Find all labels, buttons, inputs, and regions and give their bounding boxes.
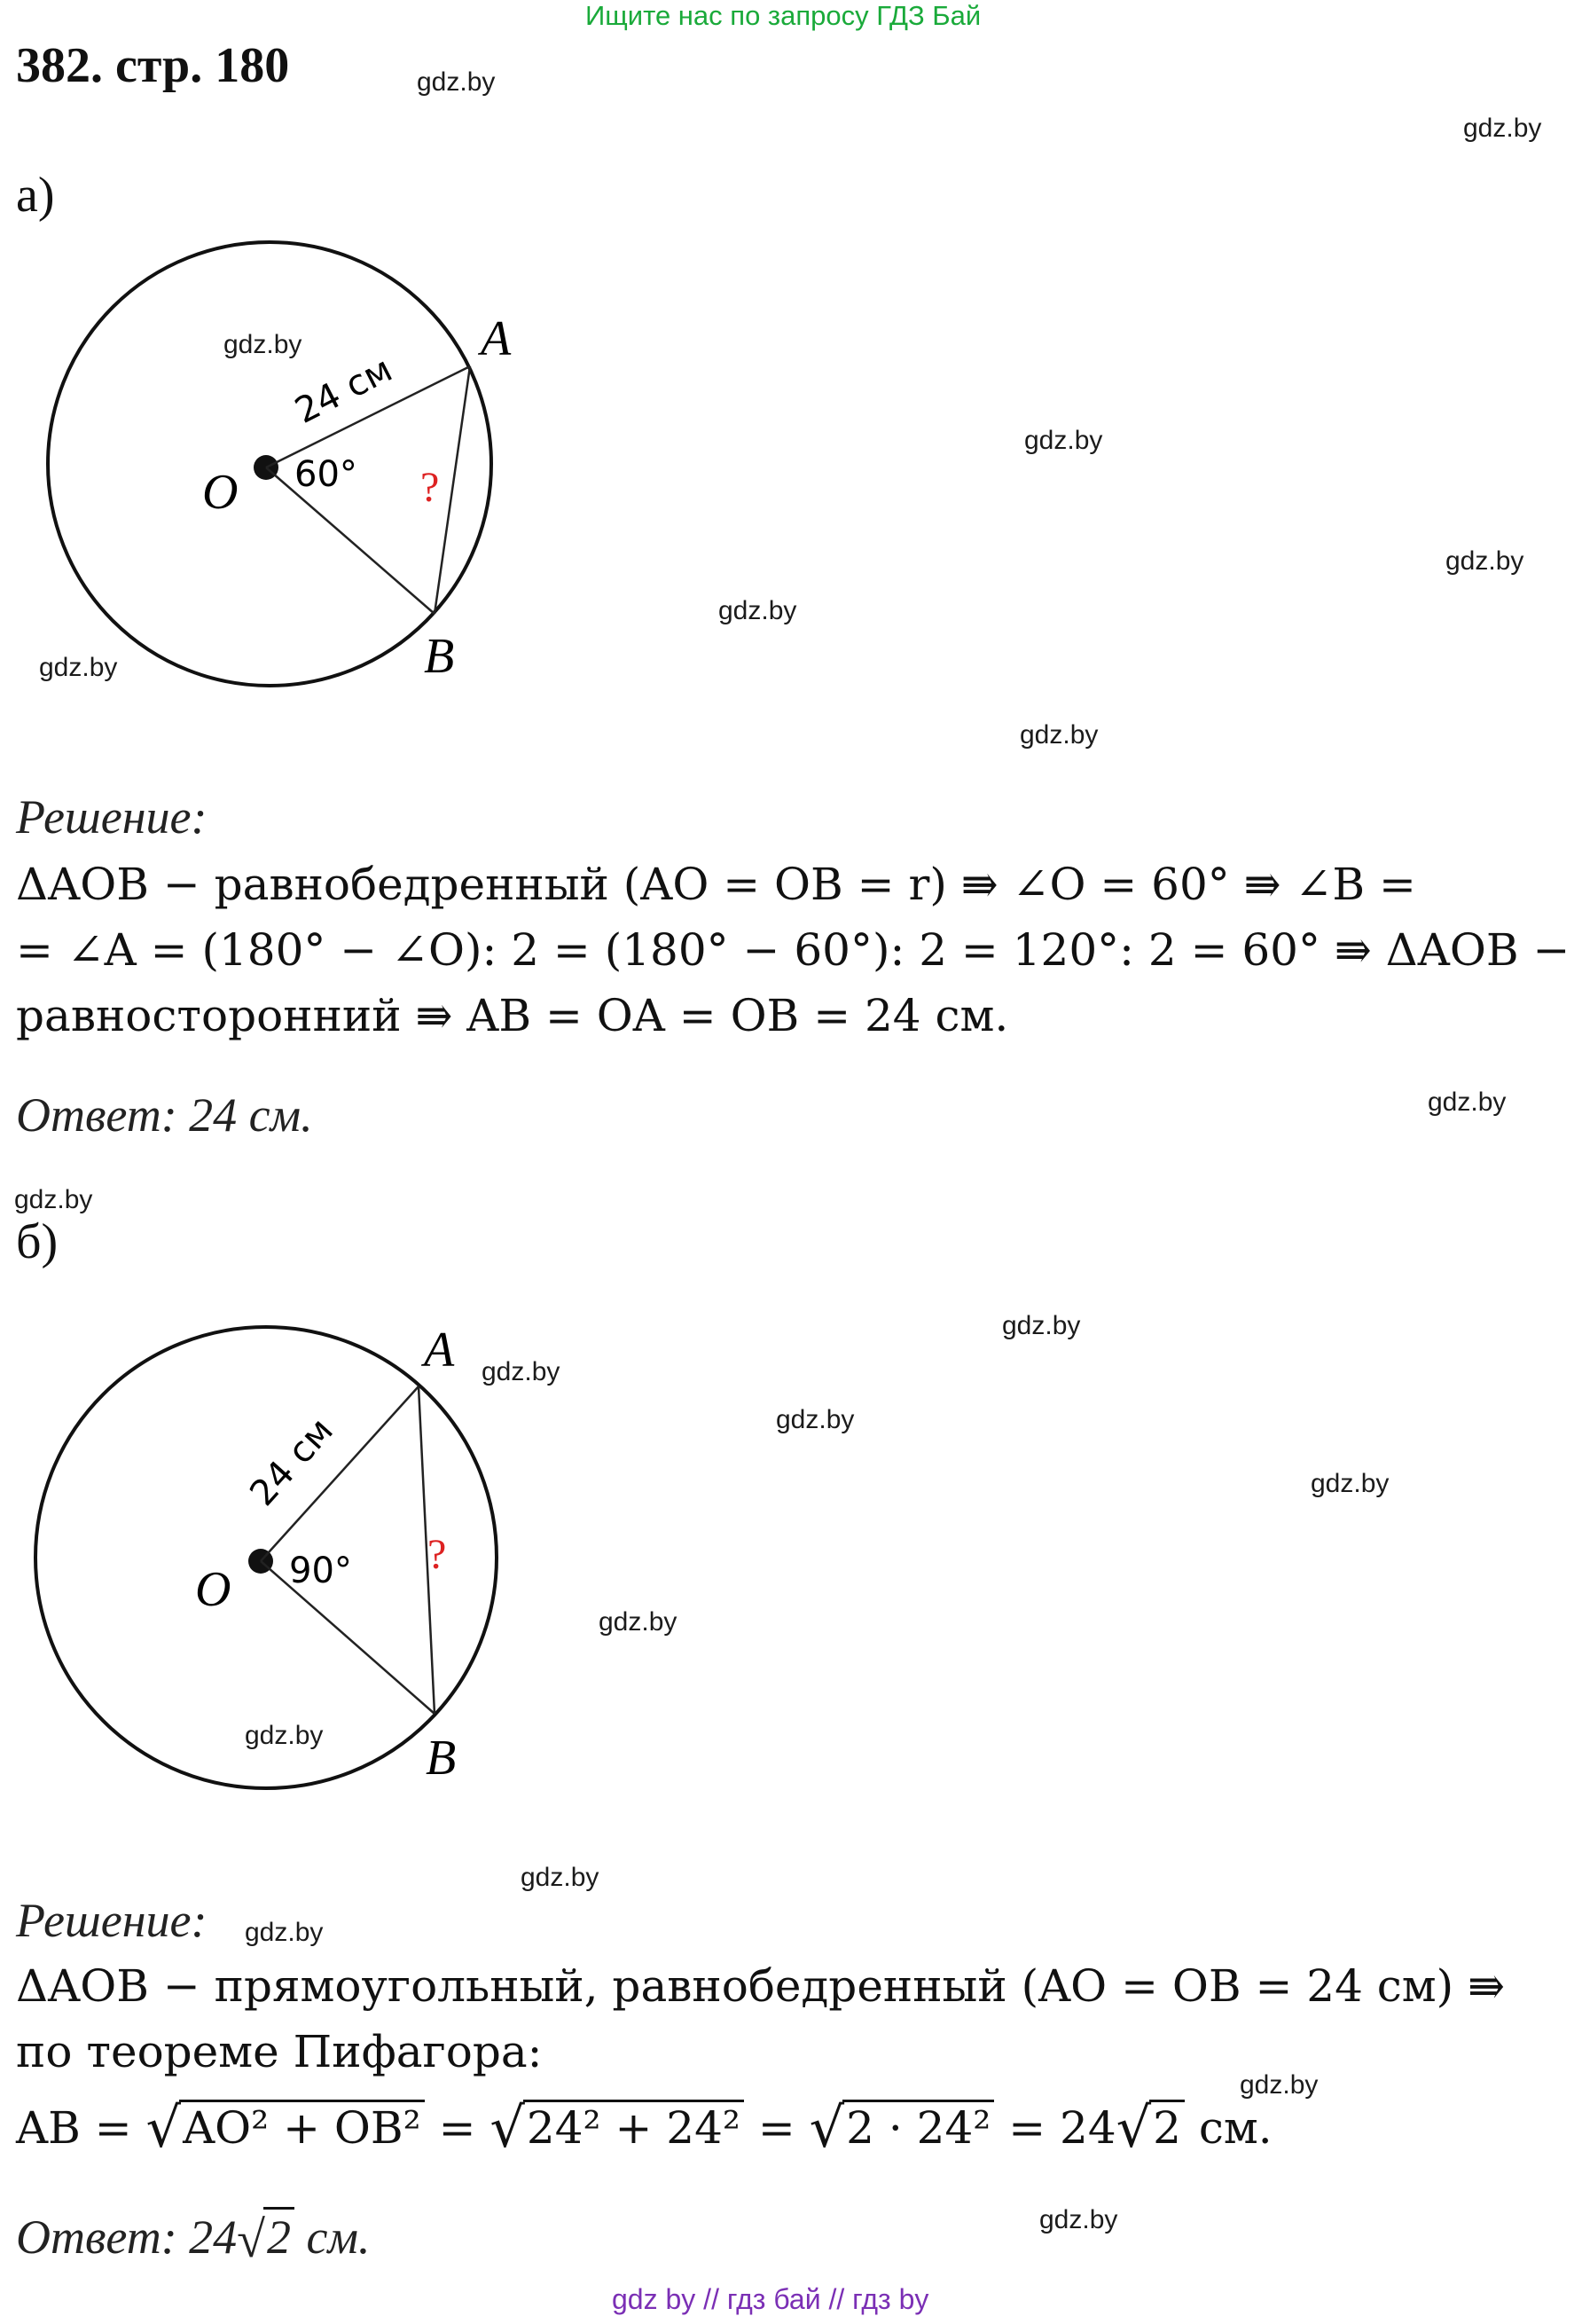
watermark: gdz.by — [14, 1185, 93, 1214]
equals-sign: = — [757, 2102, 795, 2154]
watermark: gdz.by — [776, 1405, 855, 1434]
unknown-side-mark: ? — [427, 1531, 447, 1578]
watermark: gdz.by — [1445, 546, 1524, 576]
watermark: gdz.by — [1240, 2070, 1319, 2100]
radicand: 24² + 24² — [523, 2100, 744, 2154]
point-o-label: O — [202, 465, 239, 520]
part-b-label: б) — [16, 1214, 59, 1269]
angle-label: 60° — [294, 454, 357, 495]
radicand: 2 — [263, 2207, 294, 2265]
watermark: gdz.by — [245, 1721, 324, 1750]
watermark: gdz.by — [521, 1863, 599, 1892]
watermark: gdz.by — [1428, 1087, 1507, 1117]
radius-label: 24 см — [242, 1409, 341, 1514]
watermark: gdz.by — [482, 1357, 560, 1386]
watermark: gdz.by — [223, 330, 302, 359]
radicand: 2 · 24² — [842, 2100, 994, 2154]
solution-line: равносторонний ⇛ AB = OA = OB = 24 см. — [16, 990, 1009, 1041]
solution-line: = ∠A = (180° − ∠O): 2 = (180° − 60°): 2 = 120°: 2 = 60° ⇛ ΔAOB − — [16, 924, 1570, 976]
point-b-label: B — [424, 629, 455, 684]
page-title: 382. стр. 180 — [16, 38, 290, 93]
radicand: AO² + OB² — [179, 2100, 425, 2154]
answer-unit: см. — [306, 2210, 371, 2264]
part-a-label: а) — [16, 168, 55, 223]
solution-label: Решение: — [16, 1894, 208, 1947]
watermark: gdz.by — [417, 67, 496, 97]
top-banner[interactable]: Ищите нас по запросу ГДЗ Бай — [585, 0, 982, 31]
point-a-label: A — [424, 1323, 455, 1378]
watermark: gdz.by — [718, 596, 797, 625]
sqrt-expression: √AO² + OB² — [146, 2095, 425, 2160]
solution-label: Решение: — [16, 790, 208, 844]
sqrt-expression: √24² + 24² — [489, 2095, 744, 2160]
point-b-label: B — [426, 1731, 457, 1786]
solution-line: ΔAOB − прямоугольный, равнобедренный (AO = OB = 24 см) ⇛ — [16, 1960, 1505, 2012]
equals-sign: = — [438, 2102, 476, 2154]
watermark: gdz.by — [1020, 720, 1099, 750]
footer-links[interactable]: gdz by // гдз бай // гдз by — [612, 2283, 929, 2315]
watermark: gdz.by — [1463, 114, 1542, 143]
formula-lhs: AB = — [16, 2102, 132, 2154]
watermark: gdz.by — [39, 653, 118, 682]
answer — [16, 2207, 370, 2269]
answer-prefix: Ответ: 24 — [16, 2210, 238, 2264]
radicand: 2 — [1149, 2100, 1185, 2154]
watermark: gdz.by — [1311, 1469, 1390, 1498]
angle-label: 90° — [289, 1551, 352, 1591]
formula-unit: см. — [1198, 2102, 1273, 2154]
watermark: gdz.by — [1002, 1311, 1081, 1340]
watermark: gdz.by — [245, 1918, 324, 1947]
sqrt-expression: √2 — [237, 2207, 294, 2269]
watermark: gdz.by — [1024, 426, 1103, 455]
watermark: gdz.by — [1039, 2205, 1118, 2234]
answer: Ответ: 24 см. — [16, 1088, 313, 1142]
point-a-label: A — [481, 311, 512, 366]
watermark: gdz.by — [599, 1607, 677, 1637]
radius-label: 24 см — [288, 349, 399, 432]
point-o-label: O — [195, 1562, 231, 1617]
solution-line: по теореме Пифагора: — [16, 2026, 543, 2077]
sqrt-expression: √2 — [1116, 2095, 1185, 2160]
sqrt-expression: √2 · 24² — [810, 2095, 995, 2160]
pythagoras-formula — [16, 2095, 1273, 2160]
solution-line: ΔAOB − равнобедренный (AO = OB = r) ⇛ ∠O = 60° ⇛ ∠B = — [16, 859, 1416, 910]
formula-coefficient: = 24 — [1008, 2102, 1116, 2154]
unknown-side-mark: ? — [420, 464, 440, 511]
